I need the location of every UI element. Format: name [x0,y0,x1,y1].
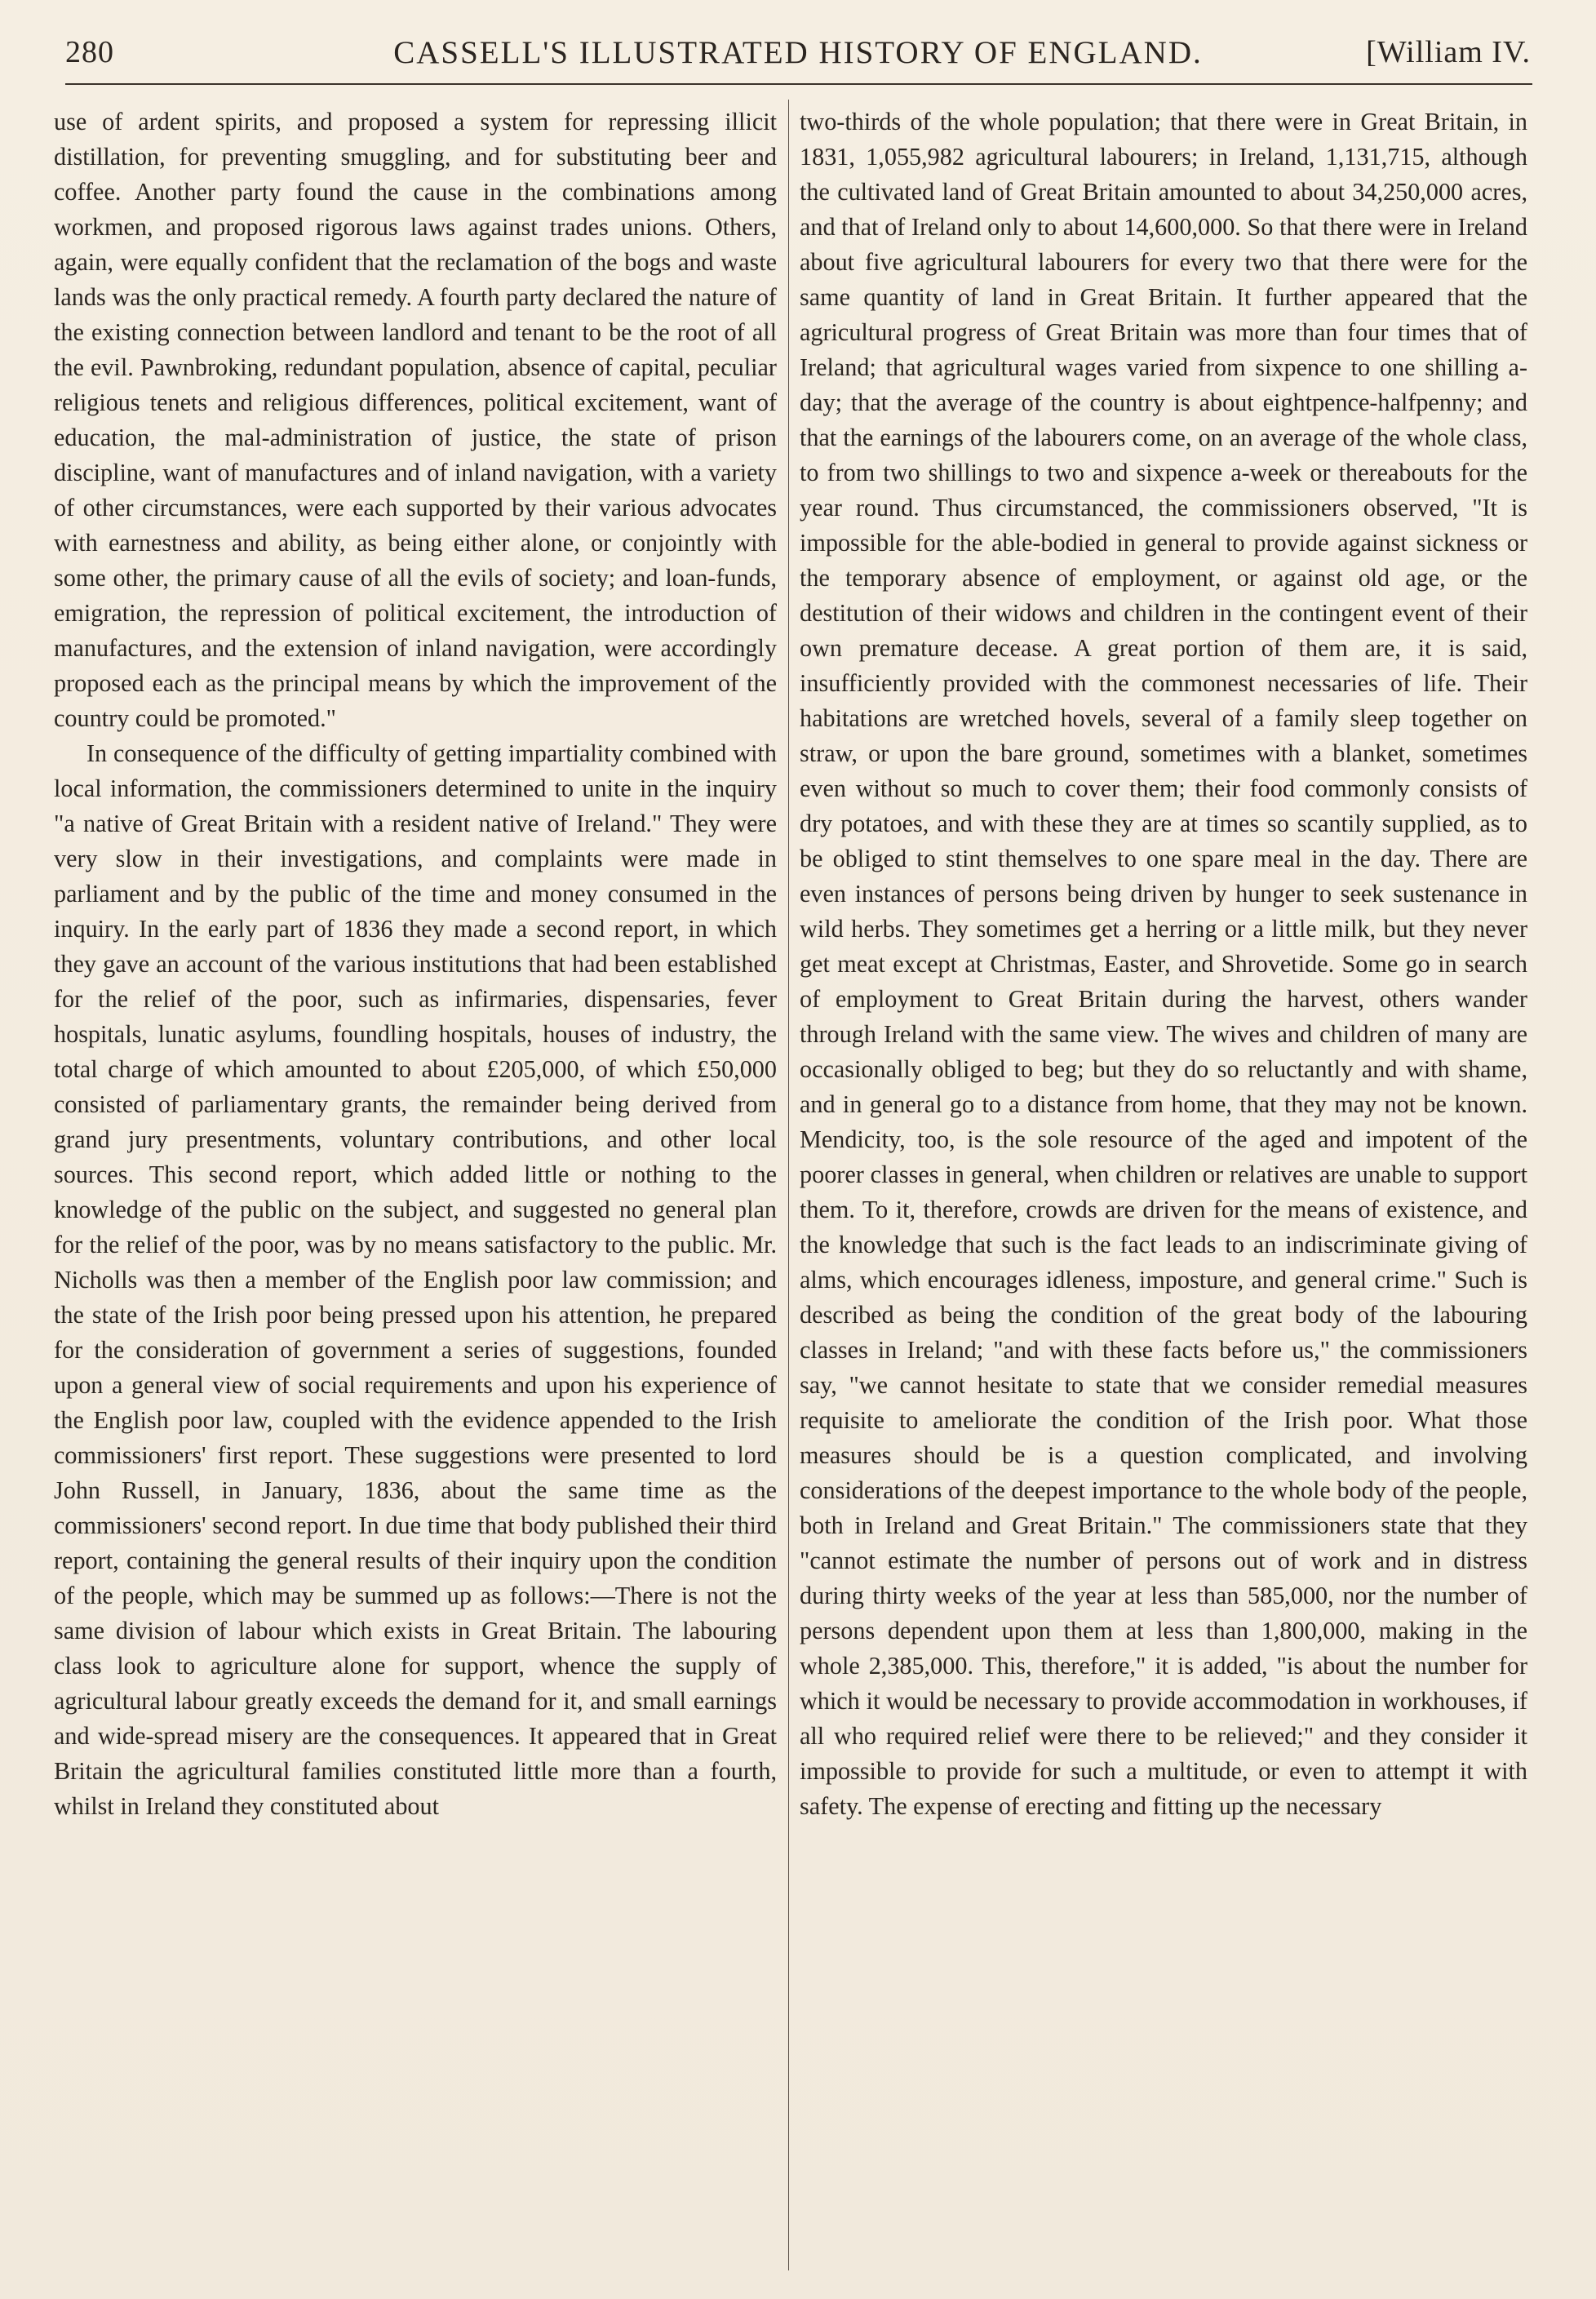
paragraph: two-thirds of the whole population; that there were in Great Britain, in 1831, 1,055,982 agricultural labourers; in Ireland, 1,131,715, although the cultivated land of Great Britain amounted to about 34,250,000 acres, and that of Ireland only to about 14,600,000. So that there were in Ireland about five agricultural labourers for every two that there were for the same quantity of land in Great Britain. It further appeared that the agricultural progress of Great Britain was more than four times that of Ireland; that agricultural wages varied from sixpence to one shilling a-day; that the average of the country is about eightpence-halfpenny; and that the earnings of the labourers come, on an average of the whole class, to from two shillings to two and sixpence a-week or thereabouts for the year round. Thus circumstanced, the commissioners observed, "It is impossible for the able-bodied in general to provide against sickness or the temporary absence of employment, or against old age, or the destitution of their widows and children in the contingent event of their own premature decease. A great portion of them are, it is said, insufficiently provided with the commonest necessaries of life. Their habitations are wretched hovels, several of a family sleep together on straw, or upon the bare ground, sometimes with a blanket, sometimes even without so much to cover them; their food commonly consists of dry potatoes, and with these they are at times so scantily supplied, as to be obliged to stint themselves to one spare meal in the day. There are even instances of persons being driven by hunger to seek sustenance in wild herbs. They sometimes get a herring or a little milk, but they never get meat except at Christmas, Easter, and Shrovetide. Some go in search of employment to Great Britain during the harvest, others wander through Ireland with the same view. The wives and children of many are occasionally obliged to beg; but they do so reluctantly and with shame, and in general go to a distance from home, that they may not be known. Mendicity, too, is the sole resource of the aged and impotent of the poorer classes in general, when children or relatives are unable to support them. To it, therefore, crowds are driven for the means of existence, and the knowledge that such is the fact leads to an indiscriminate giving of alms, which encourages idleness, imposture, and general crime." Such is described as being the condition of the great body of the labouring classes in Ireland; "and with these facts before us," the commissioners say, "we cannot hesitate to state that we consider remedial measures requisite to ameliorate the condition of the Irish poor. What those measures should be is a question complicated, and involving considerations of the deepest importance to the whole body of the people, both in Ireland and Great Britain." The commissioners state that they "cannot estimate the number of persons out of work and in distress during thirty weeks of the year at less than 585,000, nor the number of persons dependent upon them at less than 1,800,000, making in the whole 2,385,000. This, therefore," it is added, "is about the number for which it would be necessary to provide accommodation in workhouses, if all who required relief were there to be relieved;" and they consider it impossible to provide for such a multitude, or even to attempt it with safety. The expense of erecting and fitting up the necessary [800,108,1527,1820]
left-column [54,104,777,1824]
page-number: 280 [65,35,114,69]
running-title: CASSELL'S ILLUSTRATED HISTORY OF ENGLAND. [393,35,1203,70]
column-divider [788,100,789,2270]
paragraph: In consequence of the difficulty of getting impartiality combined with local information, the commissioners determined to unite in the inquiry "a native of Great Britain with a resident native of Ireland." They were very slow in their investigations, and complaints were made in parliament and by the public of the time and money consumed in the inquiry. In the early part of 1836 they made a second report, in which they gave an account of the various institutions that had been established for the relief of the poor, such as infirmaries, dispensaries, fever hospitals, lunatic asylums, foundling hospitals, houses of industry, the total charge of which amounted to about £205,000, of which £50,000 consisted of parliamentary grants, the remainder being derived from grand jury presentments, voluntary contributions, and other local sources. This second report, which added little or nothing to the knowledge of the public on the subject, and suggested no general plan for the relief of the poor, was by no means satisfactory to the public. Mr. Nicholls was then a member of the English poor law commission; and the state of the Irish poor being pressed upon his attention, he prepared for the consideration of government a series of suggestions, founded upon a general view of social requirements and upon his experience of the English poor law, coupled with the evidence appended to the Irish commissioners' first report. These suggestions were presented to lord John Russell, in January, 1836, about the same time as the commissioners' second report. In due time that body published their third report, containing the general results of their inquiry upon the condition of the people, which may be summed up as follows:—There is not the same division of labour which exists in Great Britain. The labouring class look to agriculture alone for support, whence the supply of agricultural labour greatly exceeds the demand for it, and small earnings and wide-spread misery are the consequences. It appeared that in Great Britain the agricultural families constituted little more than a fourth, whilst in Ireland they constituted about [54,739,777,1820]
right-column [800,104,1527,1824]
paragraph: use of ardent spirits, and proposed a system for repressing illicit distillation, for preventing smuggling, and for substituting beer and coffee. Another party found the cause in the combinations among workmen, and proposed rigorous laws against trades unions. Others, again, were equally confident that the reclamation of the bogs and waste lands was the only practical remedy. A fourth party declared the nature of the existing connection between landlord and tenant to be the root of all the evil. Pawnbroking, redundant population, absence of capital, peculiar religious tenets and religious differences, political excitement, want of education, the mal-administration of justice, the state of prison discipline, want of manufactures and of inland navigation, with a variety of other circumstances, were each supported by their various advocates with earnestness and ability, as being either alone, or conjointly with some other, the primary cause of all the evils of society; and loan-funds, emigration, the repression of political excitement, the introduction of manufactures, and the extension of inland navigation, were accordingly proposed each as the principal means by which the improvement of the country could be promoted." [54,108,777,732]
header-rule [65,83,1532,85]
running-head [65,34,1531,80]
running-reign: [William IV. [1366,35,1531,69]
